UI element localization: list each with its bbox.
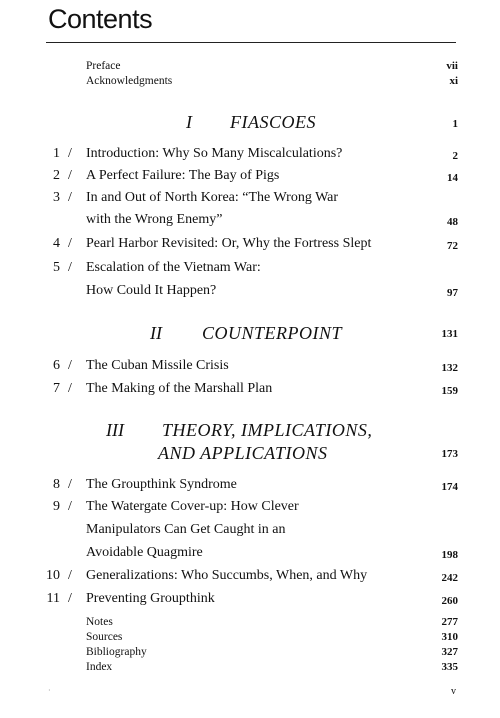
chapter-5-title-line-2: How Could It Happen? xyxy=(86,283,217,298)
chapter-4-slash: / xyxy=(68,236,72,251)
chapter-2-page: 14 xyxy=(447,172,458,184)
chapter-9-title-line-3: Avoidable Quagmire xyxy=(86,545,203,560)
chapter-9-title-line-2: Manipulators Can Get Caught in an xyxy=(86,522,286,537)
part-2-page: 131 xyxy=(441,328,458,340)
toc-front-acknowledgments-page: xi xyxy=(449,75,458,87)
chapter-7-number: 7 xyxy=(53,381,60,396)
chapter-9-title-line-1: The Watergate Cover-up: How Clever xyxy=(86,499,299,514)
part-2-title: COUNTERPOINT xyxy=(202,323,343,343)
chapter-3-slash: / xyxy=(68,190,72,205)
page-number: v xyxy=(451,686,456,697)
chapter-7-slash: / xyxy=(68,381,72,396)
chapter-3-title-line-2: with the Wrong Enemy” xyxy=(86,212,223,227)
part-1-number: I xyxy=(186,112,192,132)
toc-back-notes: Notes xyxy=(86,616,113,628)
chapter-5-title-line-1: Escalation of the Vietnam War: xyxy=(86,260,261,275)
chapter-4-number: 4 xyxy=(53,236,60,251)
chapter-7-page: 159 xyxy=(441,385,458,397)
chapter-3-title-line-1: In and Out of North Korea: “The Wrong War xyxy=(86,190,339,205)
chapter-1-page: 2 xyxy=(452,150,458,162)
chapter-2-slash: / xyxy=(68,168,72,183)
chapter-10-page: 242 xyxy=(441,572,458,584)
part-3-number: III xyxy=(106,420,124,440)
part-3-title-line-1: THEORY, IMPLICATIONS, xyxy=(162,420,373,440)
chapter-8-title: The Groupthink Syndrome xyxy=(86,477,237,492)
chapter-10-number: 10 xyxy=(46,568,60,583)
chapter-5-page: 97 xyxy=(447,287,458,299)
toc-back-bibliography-page: 327 xyxy=(441,646,458,658)
chapter-1-slash: / xyxy=(68,146,72,161)
chapter-5-slash: / xyxy=(68,260,72,275)
toc-back-bibliography: Bibliography xyxy=(86,646,147,658)
chapter-9-slash: / xyxy=(68,499,72,514)
chapter-11-slash: / xyxy=(68,591,72,606)
chapter-10-title: Generalizations: Who Succumbs, When, and Why xyxy=(86,568,368,583)
chapter-6-slash: / xyxy=(68,358,72,373)
toc-back-index: Index xyxy=(86,661,113,673)
chapter-3-page: 48 xyxy=(447,216,458,228)
toc-back-notes-page: 277 xyxy=(441,616,458,628)
chapter-9-number: 9 xyxy=(53,499,60,514)
toc-front-preface-page: vii xyxy=(446,60,458,72)
chapter-2-number: 2 xyxy=(53,168,60,183)
part-3-page: 173 xyxy=(441,448,458,460)
page-title: Contents xyxy=(48,4,153,34)
chapter-3-number: 3 xyxy=(53,190,60,205)
chapter-4-page: 72 xyxy=(447,240,458,252)
part-3-title-line-2: AND APPLICATIONS xyxy=(158,443,328,463)
part-1-page: 1 xyxy=(452,118,458,130)
toc-back-index-page: 335 xyxy=(441,661,458,673)
chapter-1-number: 1 xyxy=(53,146,60,161)
chapter-6-title: The Cuban Missile Crisis xyxy=(86,358,229,373)
chapter-8-number: 8 xyxy=(53,477,60,492)
chapter-6-number: 6 xyxy=(53,358,60,373)
part-1-title: FIASCOES xyxy=(230,112,316,132)
title-rule xyxy=(46,42,456,43)
chapter-10-slash: / xyxy=(68,568,72,583)
toc-front-preface: Preface xyxy=(86,60,121,72)
chapter-11-number: 11 xyxy=(46,591,60,606)
chapter-6-page: 132 xyxy=(441,362,458,374)
scan-speck: · xyxy=(48,686,51,695)
chapter-8-page: 174 xyxy=(441,481,458,493)
chapter-2-title: A Perfect Failure: The Bay of Pigs xyxy=(86,168,280,183)
chapter-1-title: Introduction: Why So Many Miscalculations? xyxy=(86,146,343,161)
part-2-number: II xyxy=(150,323,162,343)
chapter-5-number: 5 xyxy=(53,260,60,275)
chapter-9-page: 198 xyxy=(441,549,458,561)
toc-back-sources: Sources xyxy=(86,631,123,643)
chapter-7-title: The Making of the Marshall Plan xyxy=(86,381,273,396)
chapter-4-title: Pearl Harbor Revisited: Or, Why the Fortress Slept xyxy=(86,236,372,251)
chapter-11-title: Preventing Groupthink xyxy=(86,591,215,606)
toc-back-sources-page: 310 xyxy=(441,631,458,643)
chapter-8-slash: / xyxy=(68,477,72,492)
chapter-11-page: 260 xyxy=(441,595,458,607)
toc-front-acknowledgments: Acknowledgments xyxy=(86,75,173,87)
